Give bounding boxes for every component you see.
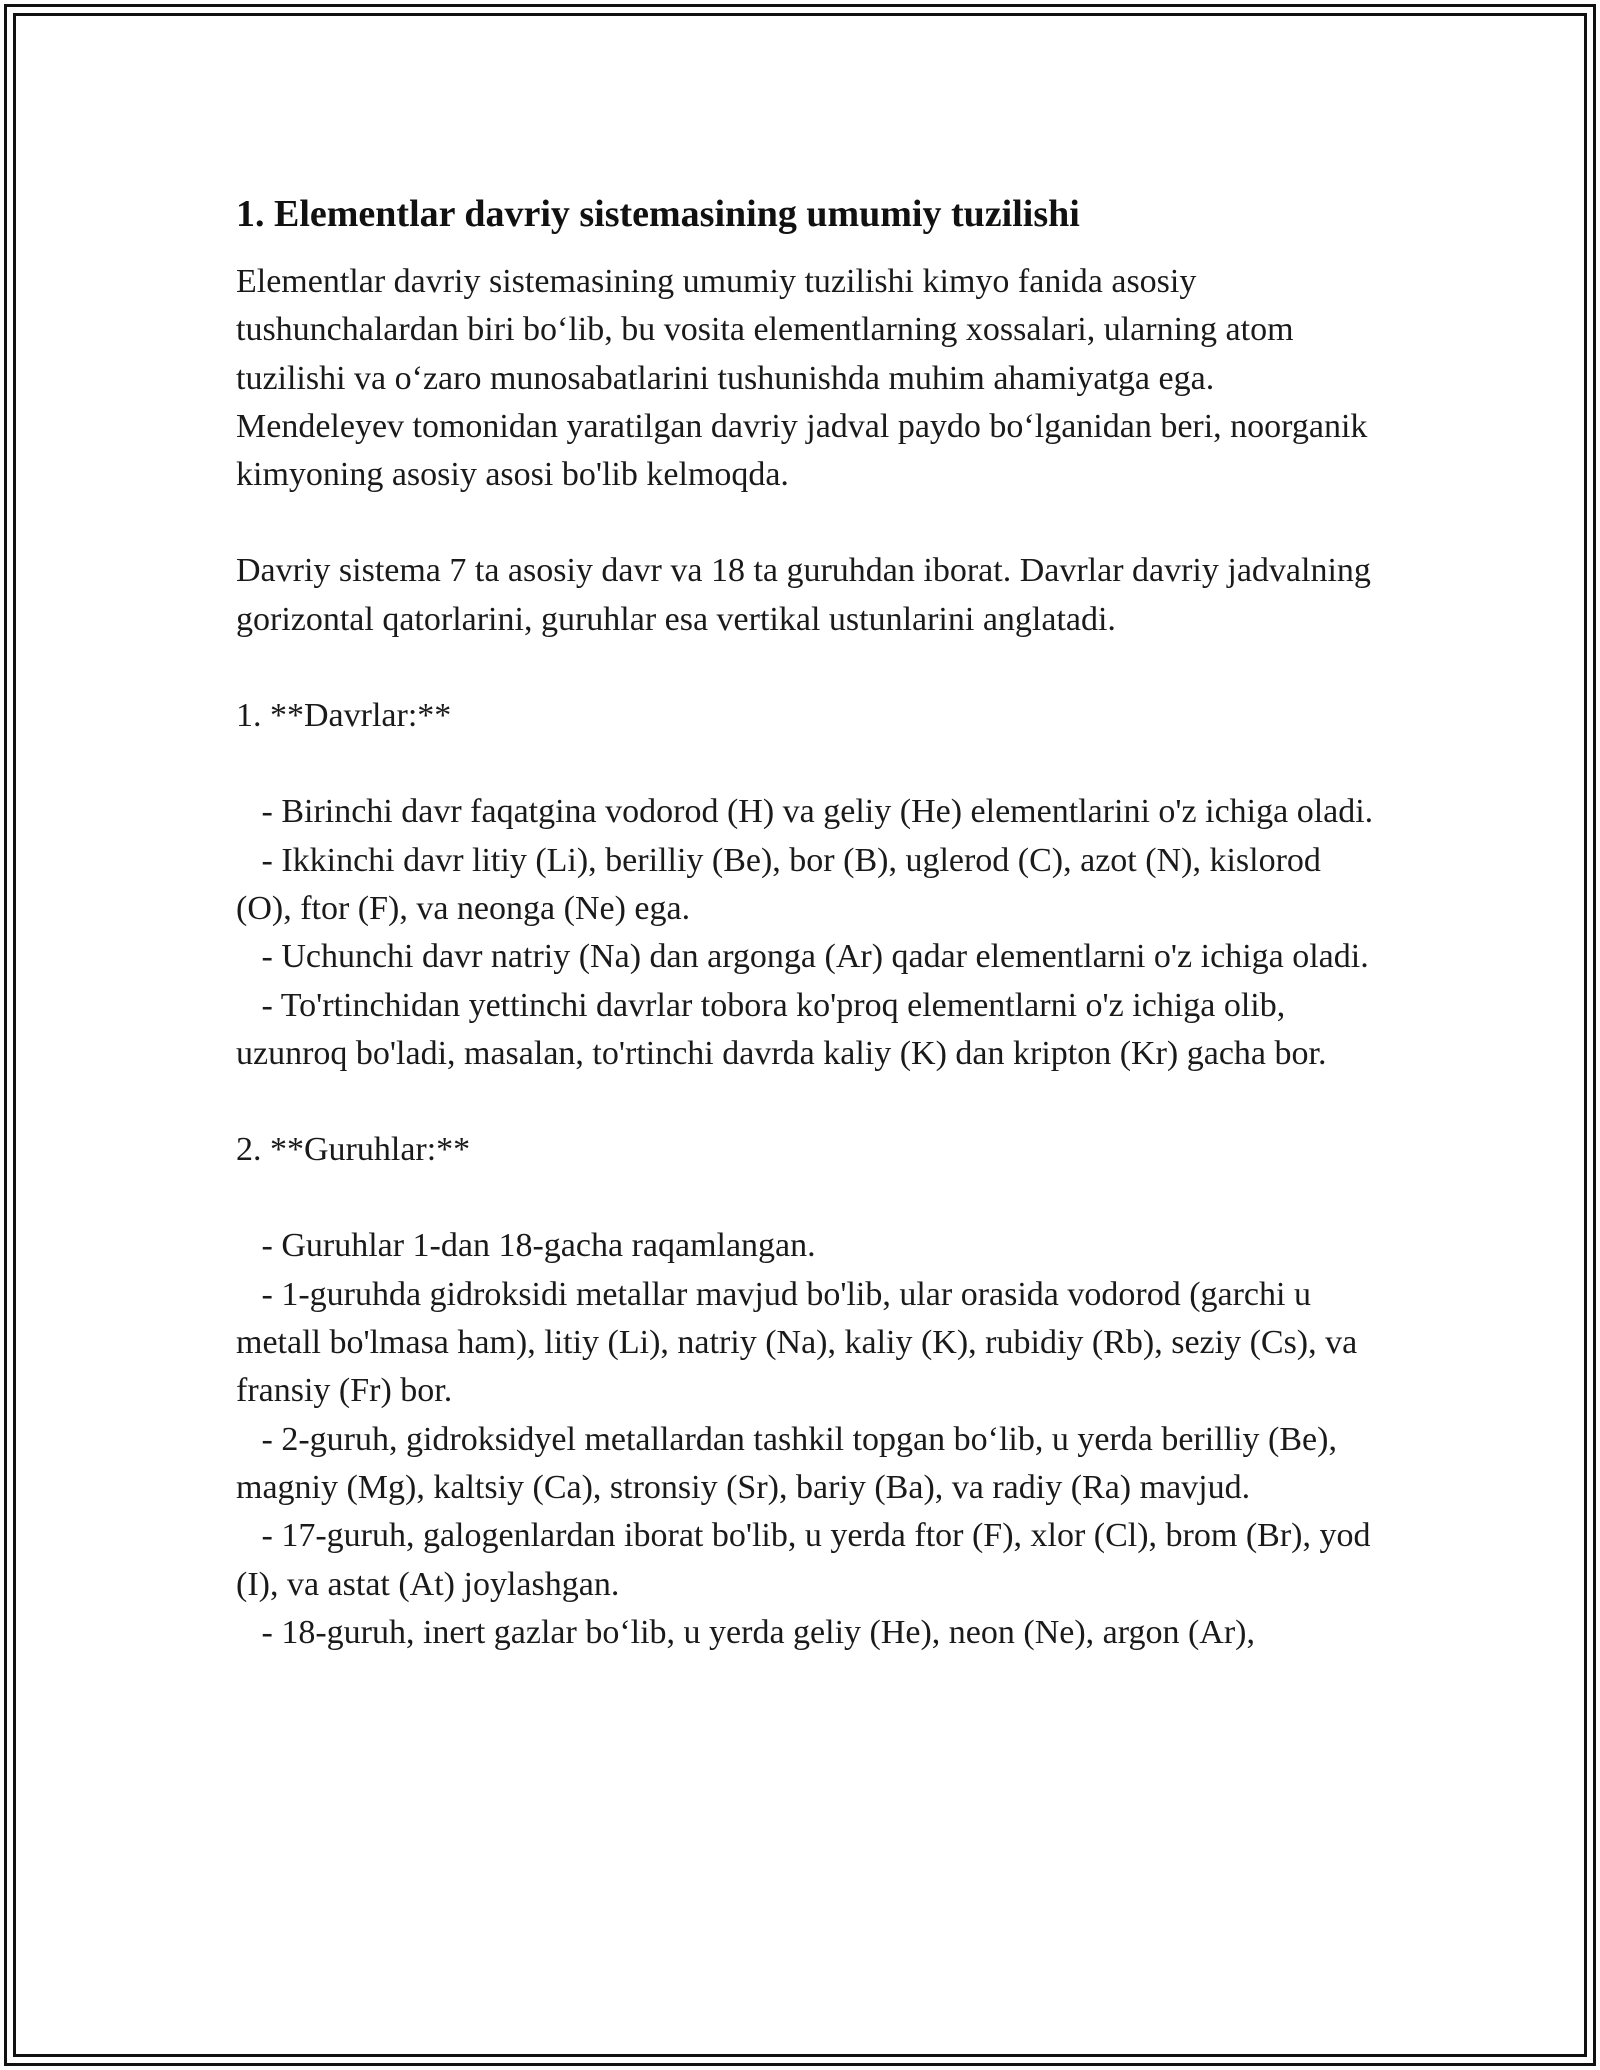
list-item: - Birinchi davr faqatgina vodorod (H) va geliy (He) elementlarini o'z ichiga oladi.: [236, 793, 1374, 831]
list-item: - Ikkinchi davr litiy (Li), berilliy (Be), bor (B), uglerod (C), azot (N), kislorod (O), ftor (F), va neonga (Ne) ega.: [236, 841, 1321, 927]
list-item: - 17-guruh, galogenlardan iborat bo'lib, u yerda ftor (F), xlor (Cl), brom (Br), yod (I), va astat (At) joylashgan.: [236, 1517, 1371, 1603]
list-item: - Guruhlar 1-dan 18-gacha raqamlangan.: [236, 1227, 816, 1265]
groups-list: [236, 1222, 1376, 1657]
list-item: - 1-guruhda gidroksidi metallar mavjud bo'lib, ular orasida vodorod (garchi u metall bo'lmasa ham), litiy (Li), natriy (Na), kaliy (K), rubidiy (Rb), seziy (Cs), va fransiy (Fr) bor.: [236, 1275, 1358, 1410]
section-heading: 1. Elementlar davriy sistemasining umumiy tuzilishi: [236, 193, 1080, 235]
periods-title: 1. **Davrlar:**: [236, 697, 452, 735]
overview-paragraph: Davriy sistema 7 ta asosiy davr va 18 ta guruhdan iborat. Davrlar davriy jadvalning gorizontal qatorlarini, guruhlar esa vertikal ustunlarini anglatadi.: [236, 552, 1371, 638]
groups-title: 2. **Guruhlar:**: [236, 1131, 471, 1169]
list-item: - Uchunchi davr natriy (Na) dan argonga (Ar) qadar elementlarni o'z ichiga oladi.: [236, 938, 1369, 976]
intro-paragraph: Elementlar davriy sistemasining umumiy tuzilishi kimyo fanida asosiy tushunchalardan biri bo‘lib, bu vosita elementlarning xossalari, ularning atom tuzilishi va o‘zaro munosabatlarini tushunishda muhim ahamiyatga ega. Mendeleyev tomonidan yaratilgan davriy jadval paydo bo‘lganidan beri, noorganik kimyoning asosiy asosi bo'lib kelmoqda.: [236, 263, 1368, 494]
list-item: - 2-guruh, gidroksidyel metallardan tashkil topgan bo‘lib, u yerda berilliy (Be), magniy (Mg), kaltsiy (Ca), stronsiy (Sr), bariy (Ba), va radiy (Ra) mavjud.: [236, 1420, 1337, 1506]
periods-list: [236, 788, 1376, 1078]
document-body: [236, 186, 1376, 1657]
list-item: - 18-guruh, inert gazlar bo‘lib, u yerda geliy (He), neon (Ne), argon (Ar),: [236, 1613, 1256, 1651]
list-item: - To'rtinchidan yettinchi davrlar tobora ko'proq elementlarni o'z ichiga olib, uzunroq bo'ladi, masalan, to'rtinchi davrda kaliy (K) dan kripton (Kr) gacha bor.: [236, 986, 1327, 1072]
